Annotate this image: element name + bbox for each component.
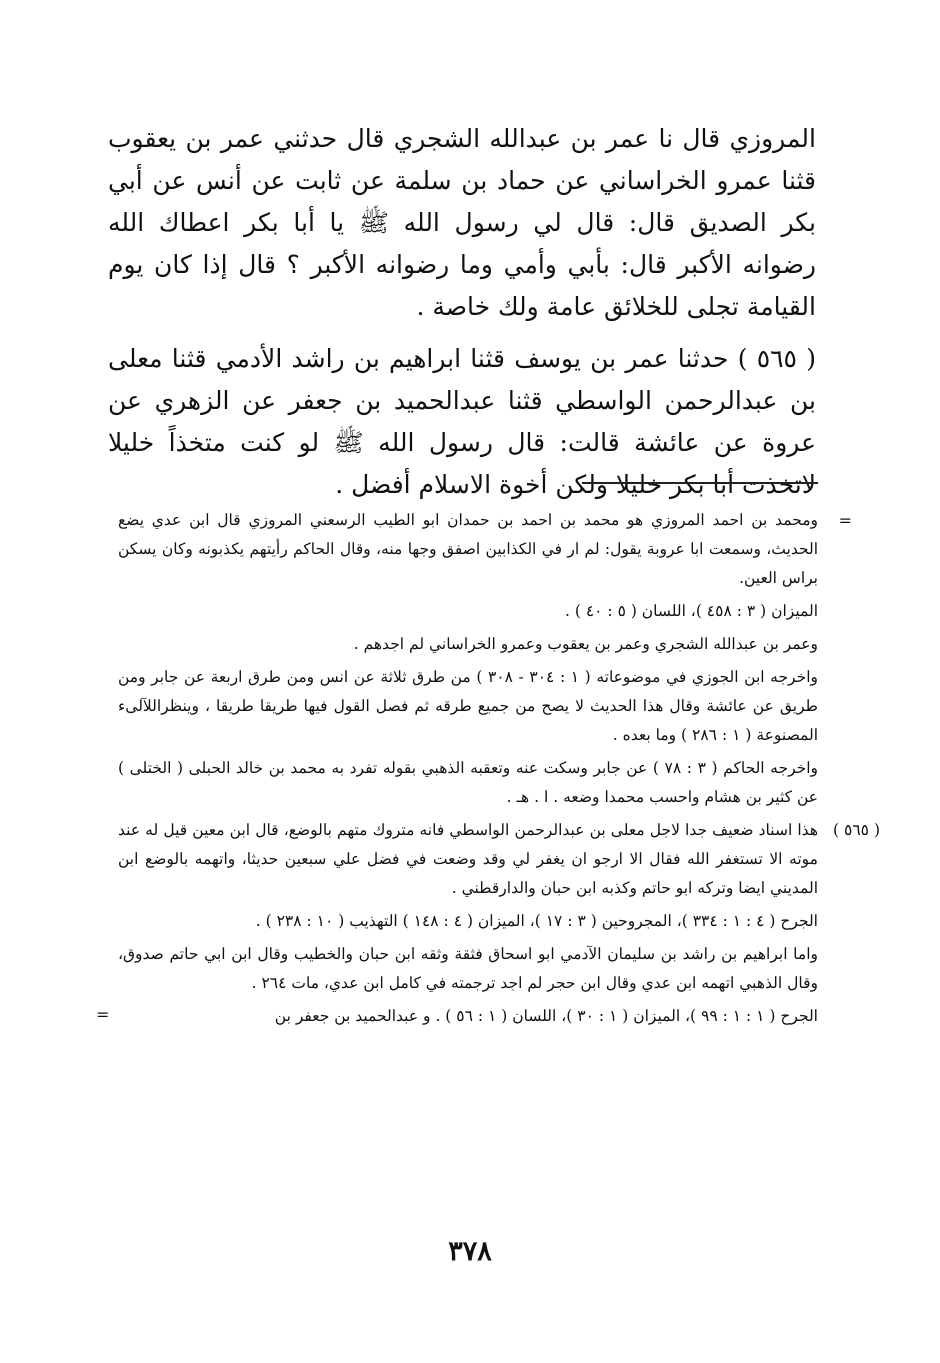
footnote-muhammad-marwazi	[118, 506, 852, 593]
continuation-mark-start: =	[838, 511, 852, 530]
footnote-hakim: واخرجه الحاكم ( ٣ : ٧٨ ) عن جابر وسكت عنه وتعقبه الذهبي بقوله تفرد به محمد بن خالد الحبلى ( الختلى ) عن كثير بن هشام واحسب محمدا وضعه . ا . هـ .	[118, 759, 819, 806]
footnote-references-2: الجرح ( ٤ : ١ : ٣٣٤ )، المجروحين ( ٣ : ١٧ )، الميزان ( ٤ : ١٤٨ ) التهذيب ( ١٠ : ٢٣٨ ) .	[255, 912, 818, 930]
footnote-text: هذا اسناد ضعيف جدا لاجل معلى بن عبدالرحمن الواسطي فانه متروك متهم بالوضع، قال ابن معين قيل له عند موته الا تستغفر الله فقال الا ارجو ان يغفر لي وقد وضعت في فضل علي سبعين حديثا، واتهمه بالوضع ابن المديني ايضا وتركه ابو حاتم وكذبه ابن حبان والدارقطني .	[118, 821, 818, 897]
main-text	[108, 118, 816, 516]
paragraph-hadith-564-end: المروزي قال نا عمر بن عبدالله الشجري قال حدثني عمر بن يعقوب قثنا عمرو الخراساني عن حماد بن سلمة عن ثابت عن أنس عن أبي بكر الصديق قال: قال لي رسول الله ﷺ يا أبا بكر اعطاك الله رضوانه الأكبر قال: بأبي وأمي وما رضوانه الأكبر ؟ قال إذا كان يوم القيامة تجلى للخلائق عامة ولك خاصة .	[108, 124, 816, 321]
page-number: ٣٧٨	[448, 1236, 492, 1267]
continuation-mark-end: =	[96, 1005, 110, 1024]
footnote-number-label: ( ٥٦٥ )	[833, 821, 880, 839]
footnote-565	[118, 816, 880, 903]
footnote-unknown-narrators: وعمر بن عبدالله الشجري وعمر بن يعقوب وعمرو الخراساني لم اجدهم .	[353, 635, 818, 653]
footnote-ibn-aljawzi: واخرجه ابن الجوزي في موضوعاته ( ١ : ٣٠٤ - ٣٠٨ ) من طرق ثلاثة عن انس ومن طرق اربعة عن جابر ومن طريق عن عائشة وقال هذا الحديث لا يصح من جميع طرقه ثم فصل القول فيها طريقا طريقا ، وينظراللآلىء المصنوعة ( ١ : ٢٨٦ ) وما بعده .	[118, 668, 819, 744]
footnote-text: الجرح ( ١ : ١ : ٩٩ )، الميزان ( ١ : ٣٠ )، اللسان ( ١ : ٥٦ ) . و عبدالحميد بن جعفر بن	[274, 1007, 818, 1025]
footnote-references-1: الميزان ( ٣ : ٤٥٨ )، اللسان ( ٥ : ٤٠ ) .	[565, 602, 818, 620]
paragraph-hadith-565: ( ٥٦٥ ) حدثنا عمر بن يوسف قثنا ابراهيم بن راشد الأدمي قثنا معلى بن عبدالرحمن الواسطي قثنا عبدالحميد بن جعفر عن الزهري عن عروة عن عائشة قالت: قال رسول الله ﷺ لو كنت متخذاً خليلا لاتخذت أبا بكر خليلا ولكن أخوة الاسلام أفضل .	[108, 344, 816, 499]
footnote-ibrahim-adami: واما ابراهيم بن راشد بن سليمان الآدمي ابو اسحاق فثقة وثقه ابن حبان والخطيب وقال ابن ابي حاتم صدوق، وقال الذهبي اتهمه ابن عدي وقال ابن حجر لم اجد ترجمته في كامل ابن عدي، مات ٢٦٤ .	[118, 945, 818, 992]
footnote-references-3	[96, 1002, 818, 1031]
footnote-text: ومحمد بن احمد المروزي هو محمد بن احمد بن حمدان ابو الطيب الرسعني المروزي قال ابن عدي يضع الحديث، وسمعت ابا عروبة يقول: لم ار في الكذابين اصفق وجها منه، وقال الحاكم رأيتهم يكذبونه وكان يسكن براس العين.	[118, 511, 818, 587]
footnotes	[96, 506, 880, 1035]
footnote-separator	[582, 482, 818, 484]
